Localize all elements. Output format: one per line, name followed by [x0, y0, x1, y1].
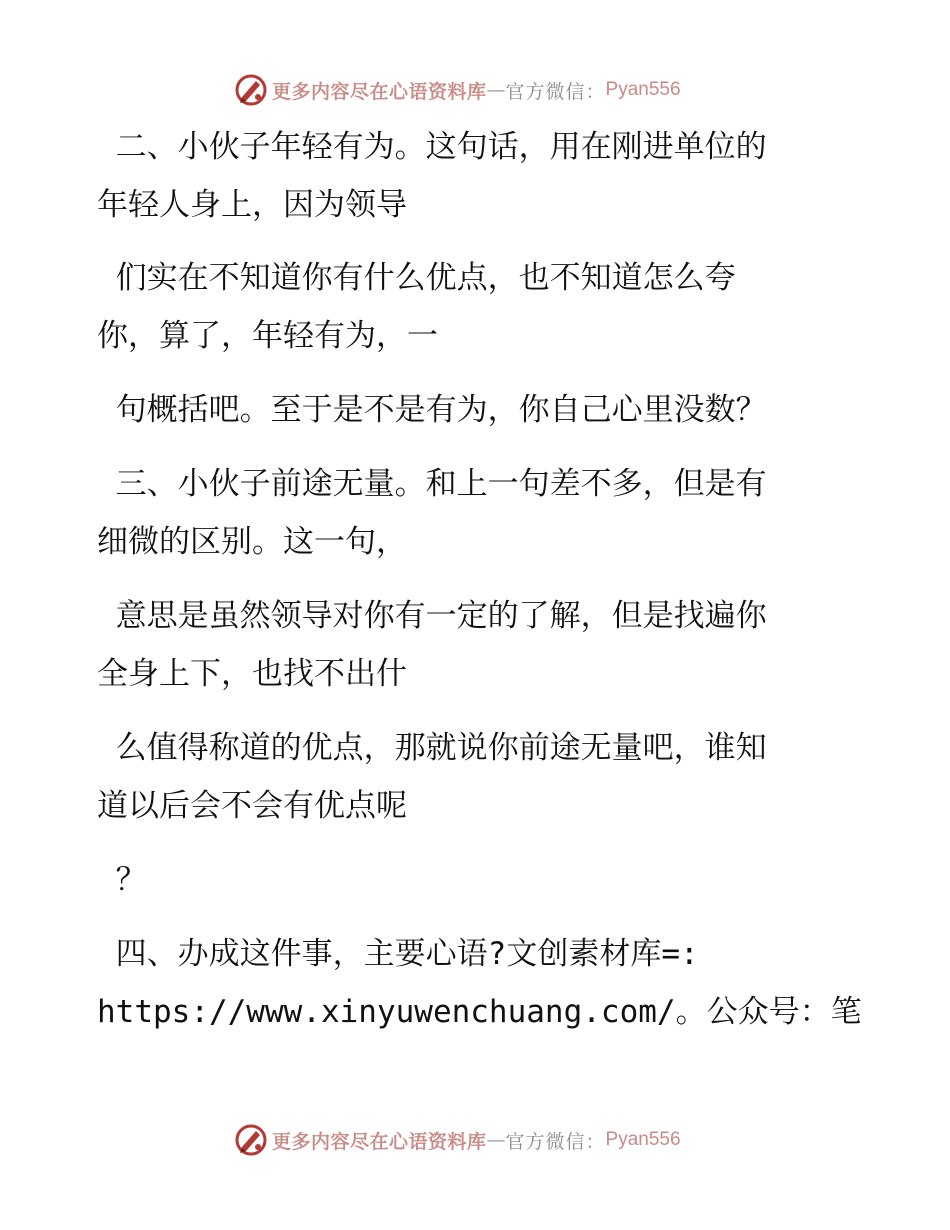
body-line: 意思是虽然领导对你有一定的了解，但是找遍你 — [97, 598, 767, 634]
header-wechat-id: Pyan556 — [605, 79, 681, 100]
header-dash: — — [486, 79, 506, 101]
header-official-label: 官方微信： — [505, 80, 606, 103]
body-line: 道以后会不会有优点呢 — [97, 788, 407, 824]
body-line: 年轻人身上，因为领导 — [97, 187, 407, 223]
body-line: ？ — [97, 862, 147, 898]
body-line: 你，算了，年轻有为，一 — [97, 318, 438, 354]
footer-wechat-id: Pyan556 — [605, 1129, 681, 1150]
body-line: 四、办成这件事，主要心语?文创素材库=: — [97, 936, 699, 972]
footer-official-label: 官方微信： — [505, 1130, 606, 1153]
body-line: https://www.xinyuwenchuang.com/。公众号：笔 — [97, 994, 862, 1030]
body-line: 全身上下，也找不出什 — [97, 656, 407, 692]
body-line: 们实在不知道你有什么优点，也不知道怎么夸 — [97, 260, 736, 296]
body-line: 三、小伙子前途无量。和上一句差不多，但是有 — [97, 466, 767, 502]
footer-dash: — — [486, 1129, 506, 1151]
body-line: 细微的区别。这一句， — [97, 524, 407, 560]
footer-banner — [234, 1122, 681, 1158]
footer-slogan: 更多内容尽在心语资料库 — [272, 1130, 487, 1153]
body-line: 么值得称道的优点，那就说你前途无量吧，谁知 — [97, 730, 767, 766]
body-line: 句概括吧。至于是不是有为，你自己心里没数？ — [97, 392, 767, 428]
header-slogan: 更多内容尽在心语资料库 — [272, 80, 487, 103]
body-line: 二、小伙子年轻有为。这句话，用在刚进单位的 — [97, 129, 767, 165]
pen-logo-icon — [234, 1123, 268, 1157]
